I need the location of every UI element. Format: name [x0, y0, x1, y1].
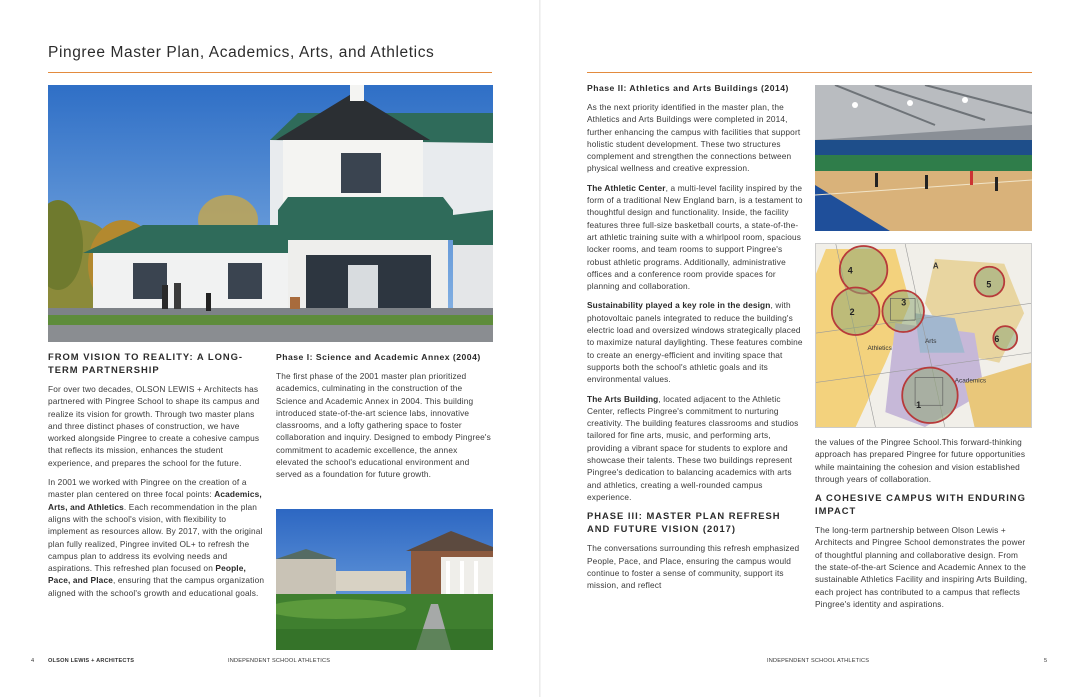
phase1-paragraph: The first phase of the 2001 master plan prioritized academics, culminating in the construction of the Science and Academic Annex in 2004. This building introduced state-of-the-art science labs, innovative classrooms, and a lofty gathering space to foster collaboration and inquiry. Designed to embody Pingree's commitment to academic excellence, the annex elevated the school's educational environment and served as a foundation for future growth.	[276, 371, 491, 480]
arts-building-lead: The Arts Building	[587, 393, 659, 404]
annex-building-photo	[48, 85, 493, 342]
people-pace-place-bold: People, Pace, and Place	[48, 563, 246, 586]
gymnasium-photo	[815, 85, 1032, 231]
athletic-center-paragraph	[587, 182, 803, 293]
footer-section-left: INDEPENDENT SCHOOL ATHLETICS	[228, 658, 331, 664]
map-label-arts: Arts	[924, 337, 937, 345]
map-marker-5: 5	[986, 279, 992, 290]
footer-page-number-right: 5	[1044, 658, 1048, 664]
title-rule-left	[48, 72, 492, 73]
sustainability-lead: Sustainability played a key role in the design	[587, 300, 771, 311]
map-marker-2: 2	[849, 307, 855, 318]
text-run: , located adjacent to the Athletic Center, reflects Pingree's commitment to nurturing creativity. The building features classrooms and studios tailored for fine arts, music, and performing arts, providing a vibrant space for students to explore and showcase their talents. These two buildings represent Pingree's dedication to balancing academics with arts and athletics, creating a well-rounded campus experience.	[587, 393, 799, 502]
map-label-athletics: Athletics	[867, 344, 892, 352]
phase3-paragraph: The conversations surrounding this refresh emphasized People, Pace, and Place, ensuring the campus would continue to foster a sense of community, support its mission, and reflect	[587, 543, 800, 591]
text-run: . Each recommendation in the plan aligns with the school's vision, with flexibility to implement as resources allow. By 2017, with the original plan fully realized, Pingree invited OL+ to refresh the campus plan to address its evolving needs and aspirations. This refreshed plan focused on	[48, 501, 263, 574]
left-column	[48, 351, 266, 606]
campus-lawn-photo	[276, 509, 493, 650]
partnership-paragraph: For over two decades, OLSON LEWIS + Architects has partnered with Pingree School to shape its campus and realize its vision for growth. Through two master plans and three distinct phases of construction, we have worked alongside Pingree to create a cohesive campus that reflects its mission, enhances the student experience, and prepares the school for the future.	[48, 384, 260, 468]
right-column	[815, 436, 1032, 617]
map-marker-1: 1	[916, 400, 922, 411]
cohesive-campus-heading: A COHESIVE CAMPUS WITH ENDURING IMPACT	[815, 492, 1026, 516]
sustainability-paragraph	[587, 299, 803, 385]
map-marker-6: 6	[994, 333, 1000, 344]
map-label-academics: Academics	[954, 377, 987, 385]
text-run: , ensuring that the campus organization aligned with the school's growth and educational goals.	[48, 575, 265, 598]
map-marker-4: 4	[847, 265, 853, 276]
footer-section-right: INDEPENDENT SCHOOL ATHLETICS	[767, 658, 870, 664]
map-marker-1-ring	[902, 368, 957, 423]
map-marker-3: 3	[901, 297, 907, 308]
map-label-a: A	[932, 261, 939, 271]
campus-master-plan-map	[815, 243, 1032, 428]
phase1-heading: Phase I: Science and Academic Annex (2004)	[276, 352, 481, 362]
master-plan-paragraph	[48, 476, 266, 599]
footer-firm-text: OLSON LEWIS + ARCHITECTS	[48, 658, 135, 664]
page-gutter	[539, 0, 541, 697]
phase1-section	[276, 351, 492, 488]
phase2-intro-paragraph: As the next priority identified in the master plan, the Athletics and Arts Buildings were completed in 2014, further enhancing the campus with facilities that support holistic student development. These two structures complement and strengthen the connections between physical wellness and creative expression.	[587, 102, 801, 174]
text-run: , a multi-level facility inspired by the form of a traditional New England barn, is a testament to thoughtful design and functionality. Inside, the facility features three full-size basketball courts, a state-of-the-art athletic training suite with a whirlpool room, spacious locker rooms, and team rooms to support Pingree's robust athletic programs. Additionally, administrative offices and a conference room provide spaces for planning and collaboration.	[587, 182, 803, 292]
footer-page-number-left: 4	[31, 658, 35, 664]
athletic-center-lead: The Athletic Center	[587, 182, 666, 193]
phase3-continued-paragraph: the values of the Pingree School.This forward-thinking approach has prepared Pingree for future opportunities while maintaining the cohesion and vision established through years of collaboration.	[815, 437, 1026, 484]
partnership-heading: FROM VISION TO REALITY: A LONG-TERM PARTNERSHIP	[48, 351, 244, 375]
footer-firm-name	[48, 658, 134, 664]
text-run: In 2001 we worked with Pingree on the creation of a master plan centered on three focal points:	[48, 477, 247, 500]
focal-points-bold: Academics, Arts, and Athletics	[48, 489, 262, 512]
phase2-section	[587, 82, 803, 598]
page-title: Pingree Master Plan, Academics, Arts, and Athletics	[48, 44, 435, 61]
text-run: , with photovoltaic panels integrated to reduce the building's electric load and oversized windows strategically placed to maximize natural daylighting. These features combine to create an energy-efficient and inviting space that supports both the school's athletic goals and its environmental values.	[587, 300, 803, 385]
map-marker-2-ring	[832, 288, 880, 335]
title-rule-right	[587, 72, 1032, 73]
phase3-heading: PHASE III: MASTER PLAN REFRESH AND FUTURE VISION (2017)	[587, 510, 781, 534]
cohesive-campus-paragraph: The long-term partnership between Olson Lewis + Architects and Pingree School demonstrates the power of thoughtful planning and collaborative design. From the state-of-the-art Science and Academic Annex to the sustainable Athletics Facility and inspiring Arts Building, each project has contributed to a campus that reflects Pingree's identity and aspirations.	[815, 525, 1028, 609]
phase2-heading: Phase II: Athletics and Arts Buildings (2014)	[587, 83, 789, 93]
arts-building-paragraph	[587, 393, 803, 504]
